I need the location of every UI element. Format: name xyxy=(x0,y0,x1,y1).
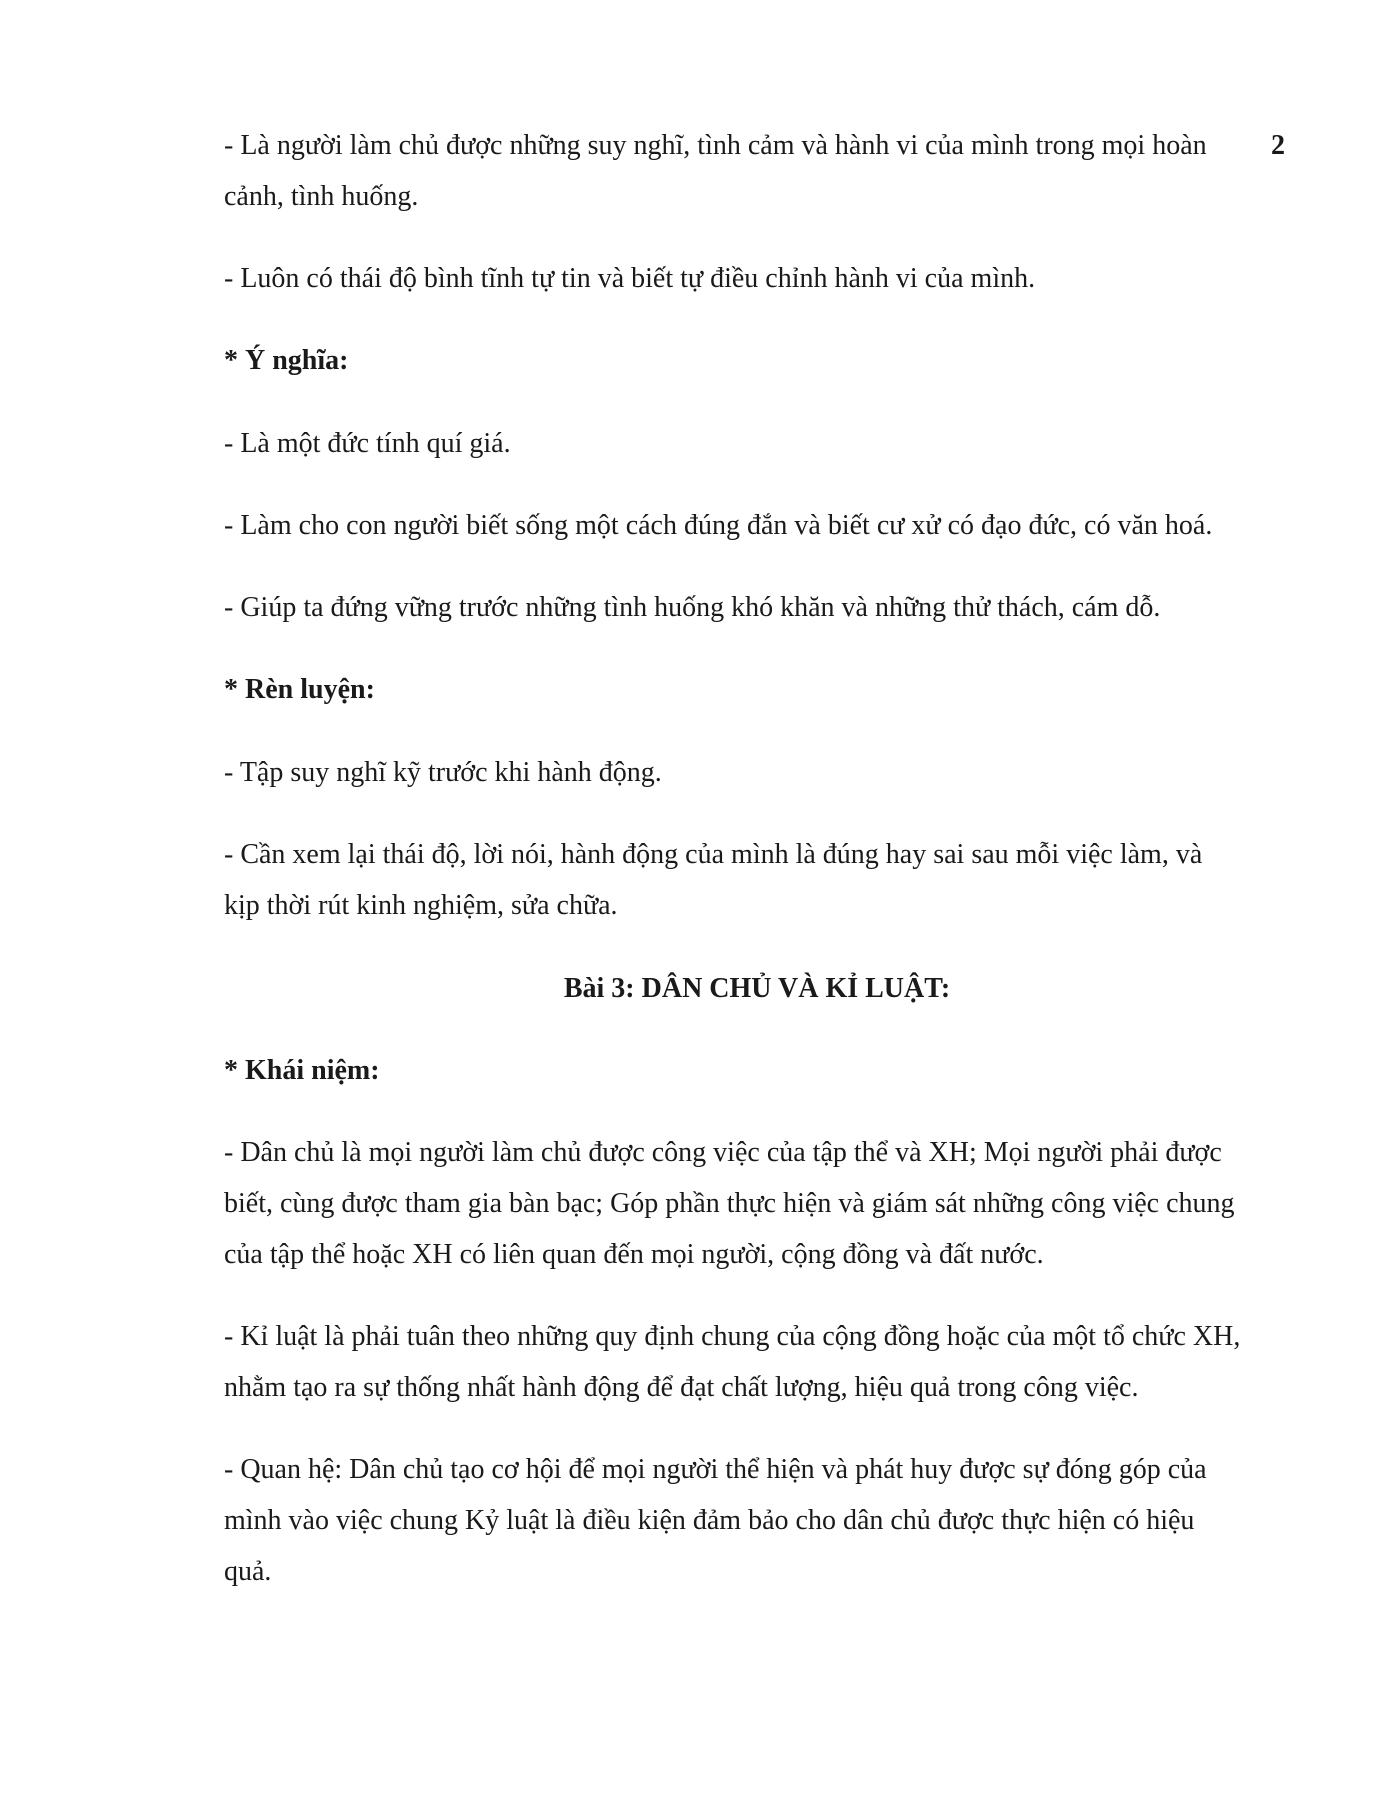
paragraph-line: quả. xyxy=(224,1556,272,1587)
paragraph-line: - Là một đức tính quí giá. xyxy=(224,428,511,459)
section-heading-khai-niem: * Khái niệm: xyxy=(224,1055,380,1086)
paragraph-line: nhằm tạo ra sự thống nhất hành động để đạt chất lượng, hiệu quả trong công việc. xyxy=(224,1372,1139,1403)
paragraph-line: - Kỉ luật là phải tuân theo những quy định chung của cộng đồng hoặc của một tổ chức XH, xyxy=(224,1321,1241,1352)
paragraph-line: - Luôn có thái độ bình tĩnh tự tin và biết tự điều chỉnh hành vi của mình. xyxy=(224,263,1036,294)
paragraph-line: - Giúp ta đứng vững trước những tình huống khó khăn và những thử thách, cám dỗ. xyxy=(224,592,1161,623)
section-heading-ren-luyen: * Rèn luyện: xyxy=(224,674,375,705)
paragraph-line: - Quan hệ: Dân chủ tạo cơ hội để mọi người thể hiện và phát huy được sự đóng góp của xyxy=(224,1454,1207,1485)
section-heading-y-nghia: * Ý nghĩa: xyxy=(224,345,349,376)
paragraph-line: biết, cùng được tham gia bàn bạc; Góp phần thực hiện và giám sát những công việc chung xyxy=(224,1188,1235,1219)
paragraph-line: - Cần xem lại thái độ, lời nói, hành động của mình là đúng hay sai sau mỗi việc làm, và xyxy=(224,839,1203,870)
page-number: 2 xyxy=(1271,130,1285,161)
paragraph-line: - Tập suy nghĩ kỹ trước khi hành động. xyxy=(224,757,662,788)
paragraph-line: cảnh, tình huống. xyxy=(224,181,419,212)
paragraph-line: - Là người làm chủ được những suy nghĩ, tình cảm và hành vi của mình trong mọi hoàn xyxy=(224,130,1207,161)
paragraph-line: kịp thời rút kinh nghiệm, sửa chữa. xyxy=(224,890,618,921)
lesson-title: Bài 3: DÂN CHỦ VÀ KỈ LUẬT: xyxy=(563,973,951,1004)
paragraph-line: mình vào việc chung Kỷ luật là điều kiện đảm bảo cho dân chủ được thực hiện có hiệu xyxy=(224,1505,1195,1536)
paragraph-line: của tập thể hoặc XH có liên quan đến mọi người, cộng đồng và đất nước. xyxy=(224,1239,1044,1270)
paragraph-line: - Làm cho con người biết sống một cách đúng đắn và biết cư xử có đạo đức, có văn hoá. xyxy=(224,510,1213,541)
paragraph-line: - Dân chủ là mọi người làm chủ được công việc của tập thể và XH; Mọi người phải được xyxy=(224,1137,1222,1168)
